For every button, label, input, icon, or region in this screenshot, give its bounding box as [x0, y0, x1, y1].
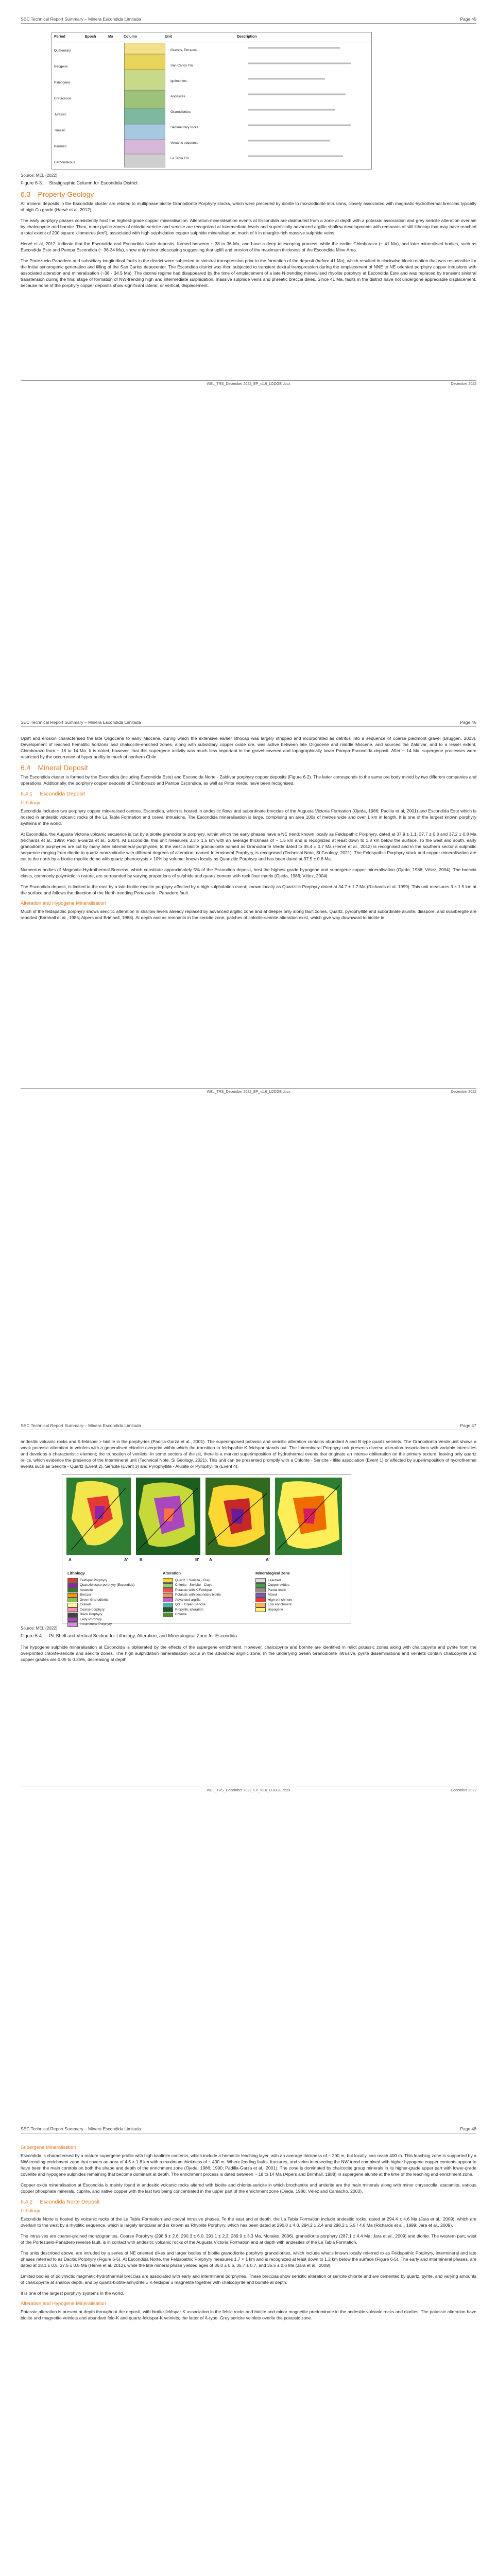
- figure-source: Source: MEL (2022): [21, 1626, 58, 1631]
- legend-item: High enrichment: [255, 1598, 292, 1603]
- alteration-legend: [163, 1570, 221, 1617]
- page-header: [21, 1423, 476, 1430]
- header-title: SEC Technical Report Summary – Minera Escondida Limitada: [21, 16, 141, 22]
- lithology-legend: [67, 1570, 134, 1627]
- page-footer: [21, 380, 476, 386]
- paragraph: Escondida is characterised by a mature supergene profile with high kaolinite contents, which include a hematitic leaching layer, with an average thickness of ~ 200 m, but locally, can reach 400 m. This leaching zone is supported by a NW-trending enrichment zone that covers an area of 4.5 × 1.8 km with a maximum thickness of ~ 400 m. Where feeding faults, fractures, and veins intersecting the NW trend combined with higher hypogene copper contents appear to have been the main controls on both the shape and depth of the enrichment zone (Ojeda, 1986; 1990; Padilla-Garza et al., 2001). The zone is dominated by chalcocite group minerals in its higher-grade upper part with lower-grade covellite and hypogene sulphides remaining that become dominant at depth. The enrichment process is dated between ~ 18 to 14 Ma (Alpers and Brimhall, 1988) in supergene alunite at the time of the leaching and enrichment zone.: [21, 2153, 476, 2177]
- paragraph: Uplift and erosion characterised the late Oligocene to early Miocene, during which the extensive earlier lithocap was largely stripped and incorporated as detritus into a sequence of coarse piedmont gravel (Brüggen, 2023). Development of leached hematitic horizons and chalcocite-enriched zones, along with subsidiary copper oxide ore, was active between late Oligocene and middle Miocene, and sourced the Zaldívar, and to a lesser extent, Chimborazo from ~ 18 to 14 Ma. It is noted, however, that this supergene activity was much less important in the gravel-covered and topographically lower Pampa Escondida deposit. After ~ 14 Ma, supergene processes were restricted by the occurrence of hyper aridity in much of northern Chile.: [21, 736, 476, 759]
- page-footer: [21, 1787, 476, 1792]
- caption-label: Figure 6-4:: [21, 1633, 43, 1638]
- strat-column-graphic: [124, 43, 165, 167]
- section-label: B': [195, 1557, 199, 1562]
- period-label: Carboniferous: [54, 161, 75, 164]
- page-body: [21, 2142, 476, 2326]
- legend-item: Copper oxides: [255, 1583, 292, 1588]
- page-header: [21, 720, 476, 727]
- legend-item: Andesite: [67, 1588, 134, 1593]
- paragraph: The hypogene sulphide mineralisation at Escondida is obliterated by the effects of the supergene enrichment. However, chalcopyrite and bornite are identified in relict potassic zones along with chalcopyrite and pyrite from the overprinted chlorite-sericite and sericite zones. The high sulphidation mineralisation occur in the advanced argillic zone. In the underlying Green Granodiorite intrusive, pyrite disseminations and veinlets contain chalcopyrite and copper grades are 0.05 to 0.25%, decreasing at depth.: [21, 1645, 476, 1662]
- page-46: [0, 703, 497, 1406]
- paragraph: At Escondida, the Augusta Victoria volcanic sequence is cut by a biotite granodiorite porphyry, within which the early phases have a NE trend; known locally as Feldspathic Porphyry, dated at 37.9 ± 1.1, 37.7 ± 0.8 and 37.2 ± 0.8 Ma (Richards et al., 1999; Padilla-Garza et al., 2004). At Escondida, this unit measures 3.3 x 1.5 km with an average thickness of ~ 1.5 km and is recognized at least down to 1.8 km below the surface. To the west and south, early granodiorite porphyries are cut by many later intermineral porphyries; to the west a biotite granodiorite named as Granodiorite Verde dated to 35.4 ± 0.7 Ma (Hervé et al., 2012) is recognised and in the southern sector a sulphidic sequence ranging from diorite to quartz monzodiorite with different degrees of alteration, named Intermineral Porphyry, is recognised (Technical Note, Si Geology, 2021). The Feldspathic Porphyry stock and copper mineralisation are cut to the north by a biotite rhyolite dome with quartz phenocrysts > 10% by volume; known locally as Quartzitic Porphyry and has been dated at 37.5 ± 0.6 Ma.: [21, 832, 476, 861]
- page-header: [21, 16, 476, 24]
- paragraph: Escondida includes two porphyry copper mineralised centres. Escondida, which is hosted in andesitic flows and subordinate breccias of the Augusta Victoria Formation (Ojeda, 1986; Padilla et al, 2001) and Escondida Este which is hosted in andesitic volcanic rocks of the La Tabla Formation and coeval intrusions. The Escondida mineralisation is large, comprising an area 100s of metres wide and over 1 km in length. It is one of the largest known porphyry systems in the world.: [21, 808, 476, 826]
- col-header: Column: [124, 35, 138, 39]
- page-number: Page 47: [460, 1423, 476, 1428]
- legend-item: Qtz + Green Sericite: [163, 1603, 221, 1608]
- period-label: Quaternary: [54, 49, 71, 53]
- pit-maps-graphic: [66, 1478, 345, 1565]
- footer-date: December 2022: [451, 382, 476, 386]
- figure-source: Source: MEL (2022): [21, 173, 58, 178]
- unit-label: Volcanic sequence: [170, 141, 199, 145]
- section-title: Mineral Deposit: [38, 764, 88, 772]
- period-label: Paleogene: [54, 81, 71, 84]
- subsection-number: 6.4.1: [21, 791, 33, 797]
- footer-filename: WEL_TRS_December 2022_EP_v1.6_LODGE.docx: [207, 1789, 290, 1792]
- unit-label: Gravels, Terraces: [170, 48, 197, 52]
- subheading: Alteration and Hypogene Mineralisation: [21, 2301, 106, 2307]
- subheading: Supergene Mineralisation: [21, 2145, 76, 2150]
- figure-header-row: [52, 32, 371, 42]
- legend-item: Intramineral Porphyry: [67, 1622, 134, 1628]
- footer-filename: WEL_TRS_December 2022_EP_v1.6_LODGE.docx: [207, 1090, 290, 1094]
- section-heading: [21, 191, 476, 197]
- legend-item: Coarse porphyry: [67, 1607, 134, 1613]
- legend-item: Early Porphyry: [67, 1617, 134, 1622]
- subsection-title: Escondida Deposit: [40, 791, 85, 797]
- header-title: SEC Technical Report Summary – Minera Escondida Limitada: [21, 720, 141, 725]
- page-48: [0, 2110, 497, 2576]
- unit-label: San Carlos Fm: [170, 64, 193, 67]
- col-header: Description: [237, 35, 257, 39]
- caption-text: Stratigraphic Column for Escondida District: [49, 180, 138, 185]
- legend-item: Quartz + Sericite - Clay: [163, 1578, 221, 1583]
- caption-text: Pit Shell and Vertical Section for Lithology, Alteration, and Mineralogical Zone for Escondida: [49, 1633, 237, 1638]
- legend-item: Gravels: [67, 1603, 134, 1608]
- paragraph: All mineral deposits in the Escondida cluster are related to multiphase biotite Granodiorite Porphyry stocks, which were preceded by diorite to monzodiorite intrusions, closely associated with magmatic-hydrothermal breccias typically of high Cu grade (Hervé et al, 2012).: [21, 201, 476, 212]
- period-label: Neogene: [54, 65, 68, 69]
- legend-item: Mixed: [255, 1593, 292, 1598]
- col-header: Period: [54, 35, 65, 39]
- period-column: [54, 43, 84, 171]
- paragraph: andesitic volcanic rocks and K-feldspar > biotite in the porphyries (Padilla-Garza et al., 2001). The superimposed potassic and sericitic alteration contains abundant A and B type quartz veinlets. The Granodiorita Verde unit shows a weak potassic alteration in veinlets with a generalised chloritic overprint within which the transition to feldspathic K-feldspar stands out. The Intermineral Porphyry unit presents diverse alteration associations with variable intensities and develops a characteristic element; the truncation of veinlets. In some sectors of the pit, there is a marked superimposition of hydrothermal events that originate an intense obliteration on the primary texture, leaving only quartz relics, which evidence the presence of the Intermineral unit (Technical Note, Si Geology, 2021). This unit can be presented promptly with a Chlorite - Sericite - Illite association (Event 1) or affected by superimposition of hydrothermal events such as Sericite - Quartz (Event 2), Sericite (Event 3) and Pyrophyllite - Alunite or Pyrophyllite (Event 4).: [21, 1439, 476, 1469]
- paragraph: Potassic alteration is present at depth throughout the deposit, with biotite-feldspar-K association in the felsic rocks and biotite and minor magnetite predominate in the andesitic volcanic rocks and diorites. The potassic alteration have biotite and magnetite veinlets and abundant fold-K and quartz-feldspar-K veinlets; the latter of A-type. Grey sericite veinlets overlie the potassic zone.: [21, 2309, 476, 2320]
- legend-title: Lithology: [67, 1571, 85, 1575]
- legend-item: Hypogene: [255, 1607, 292, 1613]
- unit-label: La Tabla Fm: [170, 157, 189, 160]
- col-header: Unit: [165, 35, 172, 39]
- figure-caption: [21, 180, 476, 186]
- paragraph: The Escondida cluster is formed by the Escondida (including Escondida Este) and Escondida Norte - Zaldívar porphyry copper deposits (Figure 6-2). The latter corresponds to the same ore body mined by two different companies and operations. Additionally, the porphyry copper deposits of Chimborazo and Pampa Escondida, as well as Pinta Verde, have been recognised.: [21, 774, 476, 786]
- footer-date: December 2022: [451, 1789, 476, 1792]
- period-label: Triassic: [54, 129, 66, 132]
- page-45: [0, 0, 497, 703]
- page-number: Page 48: [460, 2126, 476, 2131]
- footer-date: December 2022: [451, 1090, 476, 1094]
- subsection-heading: [21, 2199, 476, 2205]
- page-body: [21, 1438, 476, 1667]
- legend-item: Potassic with secondary biotite: [163, 1593, 221, 1598]
- paragraph: Escondida Norte is hosted by volcanic rocks of the La Tabla Formation and coeval intrusive phases. To the east and at depth, the La Tabla Formation include andesitic rocks, dated at 294.4 ± 4.6 Ma (Jara et al., 2009), which are overlain to the west by a rhyolitic sequence, which is largely lenticular and is known as Rhyolite Porphyry, which has been dated at 290.0 ± 4.0, 294.2 ± 2.4 and 298.2 ± 5.5 / 4.6 Ma (Richards et al., 1999; Jara et al., 2009).: [21, 2216, 476, 2228]
- section-number: 6.3: [21, 190, 31, 198]
- page-body: [21, 32, 476, 293]
- header-title: SEC Technical Report Summary – Minera Escondida Limitada: [21, 2126, 141, 2131]
- section-heading: [21, 765, 476, 771]
- legend-item: Propylitic alteration: [163, 1607, 221, 1613]
- unit-label: Sedimentary rocks: [170, 126, 198, 129]
- paragraph: It is one of the largest porphyry systems in the world.: [21, 2291, 124, 2296]
- paragraph: The Portezuelo-Panadero and subsidiary longitudinal faults in the district were subjected to sinistral transpression prior to the formation of the deposit (before 41 Ma), which resulted in clockwise block rotation that was responsible for the initial synorogenic generation and filling of the San Carlos depocenter. The Escondida district was then subjected to transient dextral transpression during the emplacement of NNE to NE oriented porphyry copper intrusions with associated alteration and mineralisation (~38 - 34.5 Ma). The dextral regime had disappeared by the time of emplacement of a late N-trending mineralised rhyolite porphyry at Escondida Este and was replaced by transient sinistral transtension during the final stage of formation of NW-trending high and intermediate sulphidation, massive sulphide veins and phreatic breccia dikes. Since 41 Ma, faults in the district have not undergone appreciable displacement, because none of the porphyry copper deposits show significant lateral, or vertical, displacement.: [21, 258, 476, 288]
- legend-item: Potassic with K-Feldspar: [163, 1588, 221, 1593]
- section-title: Property Geology: [38, 190, 94, 198]
- legend-title: Alteration: [163, 1571, 181, 1575]
- figure-caption: [21, 1633, 476, 1639]
- paragraph: Copper oxide mineralisation at Escondida is mainly found in andesitic volcanic rocks altered with biotite and chlorite-sericite in which brochantite and antlerite are the main minerals along with minor chrysocolla, atacamite, various copper phosphate minerals, cuprite, and native copper with the last two being concentrated in the upper part of the enrichment zone (Ojeda, 1986; Vélez and Camacho, 2003).: [21, 2182, 476, 2194]
- unit-label: Ignimbrites: [170, 79, 187, 83]
- section-label: A: [68, 1557, 72, 1562]
- stratigraphic-column-figure: [52, 32, 372, 170]
- footer-filename: WEL_TRS_December 2022_EP_v1.6_LODGE.docx: [207, 382, 290, 386]
- paragraph: The Escondida deposit, is limited to the east by a late biotite rhyolite porphyry affected by a high sulphidation event; known locally as Quartzitic Porphyry dated at 34.7 ± 1.7 Ma (Richards et al. 1999). This unit measures 3 × 1.5 km at the surface and follows the direction of the North trending Portezuelo - Panadero fault.: [21, 884, 476, 895]
- subsection-heading: [21, 791, 476, 797]
- legend-item: Low enrichment: [255, 1603, 292, 1608]
- page-47: [0, 1406, 497, 2110]
- legend-item: Feldspar Porphyry: [67, 1578, 134, 1583]
- legend-item: Black Porphyry: [67, 1613, 134, 1618]
- subsection-title: Escondida Norte Deposit: [40, 2199, 100, 2205]
- caption-label: Figure 6-3:: [21, 180, 43, 185]
- unit-column: [170, 43, 243, 166]
- subheading: Lithology: [21, 2208, 41, 2214]
- legend-title: Mineralogical zone: [255, 1571, 290, 1575]
- legend-item: Partial leach: [255, 1588, 292, 1593]
- paragraph: Much of the feldspathic porphyry shows sericitic alteration in shallow levels already replaced by advanced argillic zone and at deeper only along fault zones. Quartz, pyrophyllite and subordinate alunite, diaspore, and svanbergite are reported (Brimhall et al., 1985; Alpers and Brimhall, 1988). At depth and as remnants in the sericite zone, patches of chlorite-sericite alteration exist, which give way downward to biotite in: [21, 909, 476, 920]
- unit-label: Granodiorites: [170, 110, 191, 114]
- section-label: A': [124, 1557, 128, 1562]
- period-label: Permian: [54, 145, 67, 148]
- pit-shell-section-figure: [62, 1474, 351, 1626]
- legend-item: Advanced argillic: [163, 1598, 221, 1603]
- page-footer: [21, 1088, 476, 1094]
- subheading: Alteration and Hypogene Mineralisation: [21, 901, 106, 906]
- col-header: Epoch: [85, 35, 96, 39]
- legend-item: Chlorite: [163, 1613, 221, 1618]
- legend-item: Leached: [255, 1578, 292, 1583]
- subsection-number: 6.4.2: [21, 2199, 33, 2205]
- description-lines: [248, 45, 366, 166]
- section-label: A': [266, 1557, 270, 1562]
- header-title: SEC Technical Report Summary – Minera Escondida Limitada: [21, 1423, 141, 1428]
- page-number: Page 46: [460, 720, 476, 725]
- section-label: A: [209, 1557, 212, 1562]
- legend-item: Quartzfeldspar porphyry (Escondida): [67, 1583, 134, 1588]
- section-label: B: [140, 1557, 143, 1562]
- paragraph: The early porphyry phases consistently host the highest-grade copper mineralisation. Alteration-mineralisation events at Escondida are distributed from a zone at depth with a potassic association and grey sericite alteration overlain by chalcopyrite and bornite. Then, more pyritic zones of chlorite-sericite and sericite are recognized at intermediate levels and superficially advanced argillic shallow developments with remnants of still lithocap that may have reached a total extent of 200 square kilometres (km²), associated with high sulphidation copper sulphide mineralisation, much of it in enargite-rich massive sulphide veins.: [21, 218, 476, 235]
- subheading: Lithology: [21, 800, 41, 806]
- page-body: [21, 735, 476, 925]
- legend-item: Breccia: [67, 1593, 134, 1598]
- unit-label: Andesites: [170, 95, 185, 98]
- paragraph: Limited bodies of polymictic magmatic-hydrothermal breccias are associated with early and intermineral porphyries. These breccias show sericitic alteration or sericite chlorite and are cemented by quartz, pyrite, and varying amounts of chalcopyrite at shallow depth, and by quartz-biotite-anhydrite ± K-feldspar ± magnetite together with chalcopyrite and bornite at depth.: [21, 2274, 476, 2285]
- legend-item: Green Granodiorite: [67, 1598, 134, 1603]
- paragraph: Numerous bodies of Magmatic-Hydrothermal Breccias, which constitute approximately 5% of the Escondida deposit, host the highest grade hypogene and supergene copper mineralisation (Ojeda, 1986; Vélez, 2004). The breccia clasts, commonly polymictic in nature, are surrounded by varying proportions of sulphide and quartz cement with rock flour matrix (Ojeda, 1986; Vélez, 2004).: [21, 867, 476, 878]
- page-number: Page 45: [460, 16, 476, 22]
- paragraph: Hervé et al, 2012, indicate that the Escondida and Escondida Norte deposits, formed between ~ 38 to 36 Ma, and have a deep telescoping process, while the earlier Chimborazo (~ 41 Ma), and later mineralised bodies, such as Escondida Este and Pampa Escondida (~ 36-34 Ma), show only minor telescoping suggesting that uplift and erosion of the maximum thickness of the Escondida Mine Area.: [21, 241, 476, 252]
- col-header: Ma: [108, 35, 113, 39]
- period-label: Jurassic: [54, 113, 66, 116]
- paragraph: The intrusives are coarse-grained monzogranites, Coarse Porphyry (298.8 ± 2.6, 290.3 ± 6.0, 291.1 ± 2.3, 289.9 ± 3.3 Ma, Morales, 2006), granodiorite porphyry (287.1 ± 4.4 Ma; Jara et al., 2009) and diorite. The western part, west of the Portezuelo-Panadero reverse fault, is in contact with andesitic volcanic rocks of the Augusta Victoria Formation and at depth with andesites of the La Tabla Formation.: [21, 2233, 476, 2245]
- period-label: Cretaceous: [54, 97, 72, 100]
- mineralogical-zone-legend: [255, 1570, 292, 1613]
- legend-item: Chlorite - Sericite - Clays: [163, 1583, 221, 1588]
- section-number: 6.4: [21, 764, 31, 772]
- paragraph: The units described above, are intruded by a series of NE oriented dikes and larger bodies of biotite granodiorite porphyry granodiorites, which include what's known locally referred to as Feldspathic Porphyry, Intermineral and late phases referred to as Dacitic Porphyry (Figure 6-5). At Escondida Norte, the Feldspathic Porphyry measures 1.7 × 1 km and is recognized at least down to 1.2 km below the surface (Figure 6-5). The early and intermineral phases, are dated at 38.1 ± 0.5, 37.5 ± 0.5 Ma (Hervé et al. 2012), while the late mineral phase yielded ages of 36.0 ± 0.6, 35.7 ± 0.7, and 35.5 ± 0.6 Ma (Jara et al., 2009).: [21, 2250, 476, 2268]
- page-header: [21, 2126, 476, 2133]
